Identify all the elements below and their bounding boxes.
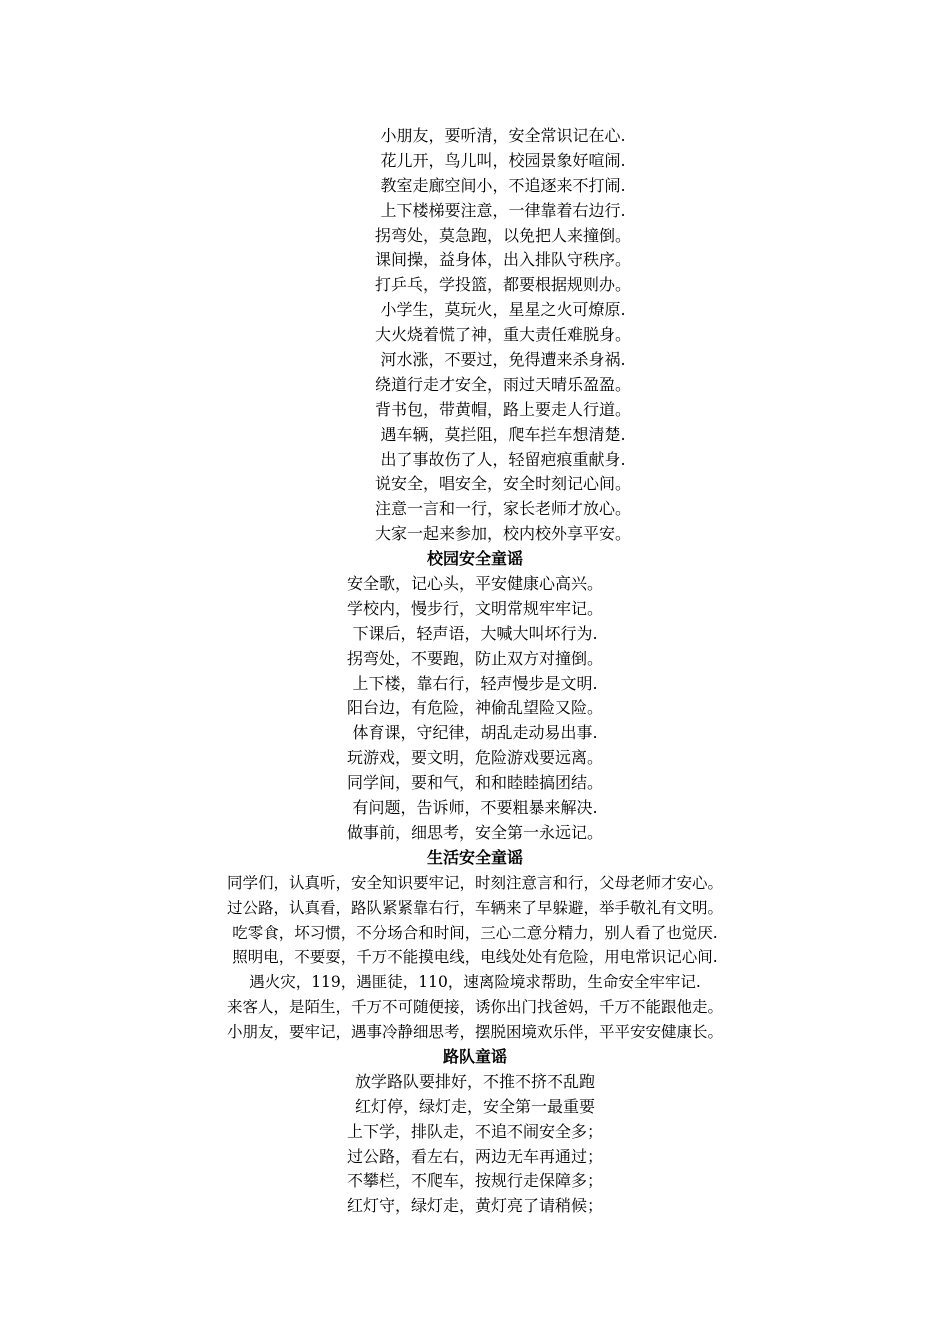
poem-line: 小朋友，要听清，安全常识记在心. bbox=[380, 126, 626, 145]
poem-line: 大家一起来参加，校内校外享平安。 bbox=[374, 524, 631, 544]
poem-line: 吃零食，坏习惯，不分场合和时间，三心二意分精力，别人看了也觉厌. bbox=[232, 923, 718, 942]
poem-line: 过公路，认真看，路队紧紧靠右行，车辆来了早躲避，举手敬礼有文明。 bbox=[226, 898, 723, 917]
poem-line: 同学间，要和气，和和睦睦搞团结。 bbox=[346, 773, 603, 793]
poem-line: 花儿开，鸟儿叫，校园景象好喧闹. bbox=[380, 150, 626, 170]
poem-line: 遇火灾，119，遇匪徒，110，速离险境求帮助，生命安全牢牢记. bbox=[249, 973, 701, 992]
poem-line: 上下楼，靠右行，轻声慢步是文明. bbox=[352, 673, 598, 693]
poem-line: 照明电，不要耍，千万不能摸电线，电线处处有危险，用电常识记心间. bbox=[232, 948, 718, 967]
poem-line: 小学生，莫玩火，星星之火可燎原. bbox=[380, 300, 626, 320]
poem-line: 上下学，排队走，不追不闹安全多； bbox=[346, 1121, 603, 1141]
poem-line: 过公路，看左右，两边无车再通过； bbox=[346, 1146, 603, 1166]
section-heading: 路队童谣 bbox=[442, 1046, 507, 1066]
poem-line: 玩游戏，要文明，危险游戏要远离。 bbox=[346, 748, 603, 768]
poem-line: 打乒乓，学投篮，都要根据规则办。 bbox=[374, 275, 631, 295]
poem-line: 拐弯处，不要跑，防止双方对撞倒。 bbox=[346, 648, 603, 668]
poem-line: 下课后，轻声语，大喊大叫坏行为. bbox=[352, 623, 598, 643]
poem-line: 有问题，告诉师，不要粗暴来解决. bbox=[352, 798, 598, 818]
poem-line: 注意一言和一行，家长老师才放心。 bbox=[374, 499, 631, 519]
poem-line: 学校内，慢步行，文明常规牢牢记。 bbox=[346, 598, 603, 618]
poem-line: 阳台边，有危险，神偷乱望险又险。 bbox=[346, 698, 603, 718]
poem-line: 拐弯处，莫急跑，以免把人来撞倒。 bbox=[374, 225, 631, 245]
section-campus-safety bbox=[0, 547, 950, 846]
poem-line: 上下楼梯要注意，一律靠着右边行. bbox=[380, 200, 626, 220]
poem-line: 背书包，带黄帽，路上要走人行道。 bbox=[374, 399, 631, 419]
section-life-safety bbox=[0, 846, 950, 1045]
poem-line: 小朋友，要牢记，遇事冷静细思考，摆脱困境欢乐伴，平平安安健康长。 bbox=[226, 1023, 723, 1042]
poem-line: 绕道行走才安全，雨过天晴乐盈盈。 bbox=[374, 374, 631, 394]
poem-line: 做事前，细思考，安全第一永远记。 bbox=[346, 822, 603, 842]
poem-line: 说安全，唱安全，安全时刻记心间。 bbox=[374, 474, 631, 494]
poem-line: 红灯守，绿灯走，黄灯亮了请稍候； bbox=[346, 1196, 603, 1216]
poem-line: 遇车辆，莫拦阻，爬车拦车想清楚. bbox=[380, 424, 626, 444]
poem-line: 放学路队要排好，不推不挤不乱跑 bbox=[354, 1071, 595, 1091]
poem-line: 安全歌，记心头，平安健康心高兴。 bbox=[346, 574, 603, 594]
poem-line: 大火烧着慌了神，重大责任难脱身。 bbox=[374, 325, 631, 345]
poem-line: 课间操，益身体，出入排队守秩序。 bbox=[374, 250, 631, 270]
poem-line: 同学们，认真听，安全知识要牢记，时刻注意言和行，父母老师才安心。 bbox=[226, 873, 723, 892]
document-page bbox=[0, 124, 950, 1219]
poem-line: 不攀栏，不爬车，按规行走保障多； bbox=[346, 1171, 603, 1191]
poem-line: 教室走廊空间小，不追逐来不打闹. bbox=[380, 175, 626, 195]
section-safety-rhyme bbox=[0, 124, 950, 547]
section-heading: 生活安全童谣 bbox=[426, 847, 523, 867]
poem-line: 红灯停，绿灯走，安全第一最重要 bbox=[354, 1096, 595, 1116]
section-heading: 校园安全童谣 bbox=[426, 549, 523, 569]
section-road-team bbox=[0, 1045, 950, 1219]
poem-line: 来客人，是陌生，千万不可随便接，诱你出门找爸妈，千万不能跟他走。 bbox=[226, 998, 723, 1017]
poem-line: 河水涨，不要过，免得遭来杀身祸. bbox=[380, 350, 626, 370]
poem-line: 出了事故伤了人，轻留疤痕重献身. bbox=[380, 449, 626, 469]
poem-line: 体育课，守纪律，胡乱走动易出事. bbox=[352, 723, 598, 743]
